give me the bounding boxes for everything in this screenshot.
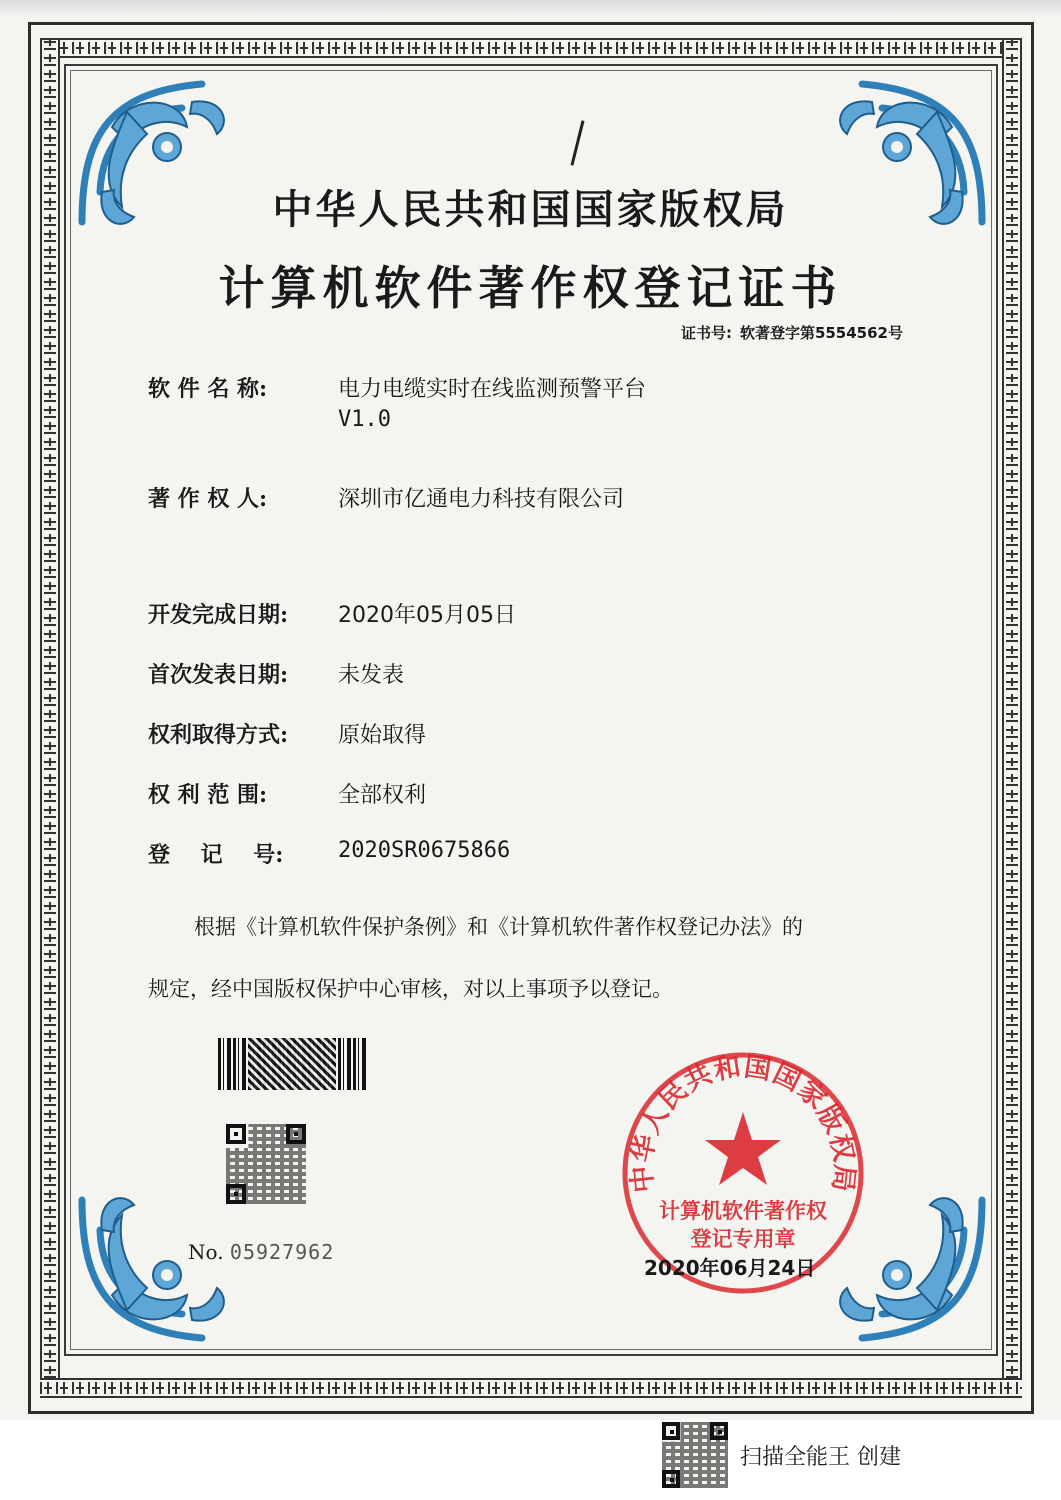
scan-footer: [0, 1420, 1061, 1500]
field-acquisition-method: [148, 718, 426, 749]
greek-key-border-right: [1002, 40, 1022, 1378]
statement-line-2: 规定，经中国版权保护中心审核，对以上事项予以登记。: [148, 977, 673, 1001]
field-label: 著 作 权 人:: [148, 486, 268, 512]
certificate-title: 计算机软件著作权登记证书: [218, 261, 843, 315]
field-value: 未发表: [338, 663, 405, 688]
field-value: 原始取得: [338, 723, 427, 748]
software-name: 电力电缆实时在线监测预警平台: [338, 377, 647, 402]
qr-code-icon: [226, 1124, 306, 1204]
corner-ornament-bottom-left-icon: [72, 1180, 242, 1350]
certificate-number-value: 软著登字第5554562号: [739, 324, 903, 342]
document-number: [188, 1240, 334, 1264]
barcode-icon: [218, 1038, 368, 1090]
statement-paragraph: [148, 896, 938, 1020]
scanner-watermark: 扫描全能王 创建: [740, 1445, 901, 1470]
certificate-number: [673, 322, 903, 343]
field-software-name: [148, 372, 646, 432]
document-number-value: 05927962: [229, 1240, 335, 1264]
field-copyright-owner: [148, 482, 624, 513]
issuer-title: 中华人民共和国国家版权局: [272, 186, 789, 233]
svg-text:计算机软件著作权: 计算机软件著作权: [659, 1199, 827, 1223]
field-label: 权 利 范 围:: [148, 782, 268, 808]
field-value: [338, 372, 646, 432]
field-label: 权利取得方式:: [148, 722, 289, 748]
field-completion-date: [148, 598, 516, 629]
field-registration-number: [148, 838, 510, 869]
field-value: 2020SR0675866: [338, 838, 511, 863]
issue-date: 2020年06月24日: [644, 1256, 816, 1280]
greek-key-border-left: [40, 40, 60, 1378]
field-label: 首次发表日期:: [148, 662, 289, 688]
document-number-label: No.: [188, 1240, 224, 1264]
statement-line-1: 根据《计算机软件保护条例》和《计算机软件著作权登记办法》的: [194, 915, 803, 939]
field-label: 软 件 名 称:: [148, 376, 268, 402]
greek-key-border-bottom: [40, 1378, 1022, 1398]
field-label: 开发完成日期:: [148, 602, 289, 628]
scanner-qr-icon: [662, 1422, 728, 1488]
greek-key-border-top: [40, 38, 1022, 58]
field-value: 深圳市亿通电力科技有限公司: [338, 487, 625, 512]
svg-text:登记专用章: 登记专用章: [690, 1227, 796, 1251]
field-rights-scope: [148, 778, 426, 809]
certificate-number-label: 证书号:: [680, 324, 732, 342]
field-value: 全部权利: [338, 783, 427, 808]
field-label: 登 记 号:: [148, 842, 284, 868]
field-value: 2020年05月05日: [338, 603, 516, 628]
field-first-publication: [148, 658, 404, 689]
svg-text:中华人民共和国国家版权局: 中华人民共和国国家版权局: [626, 1051, 860, 1195]
software-version: V1.0: [338, 407, 391, 432]
